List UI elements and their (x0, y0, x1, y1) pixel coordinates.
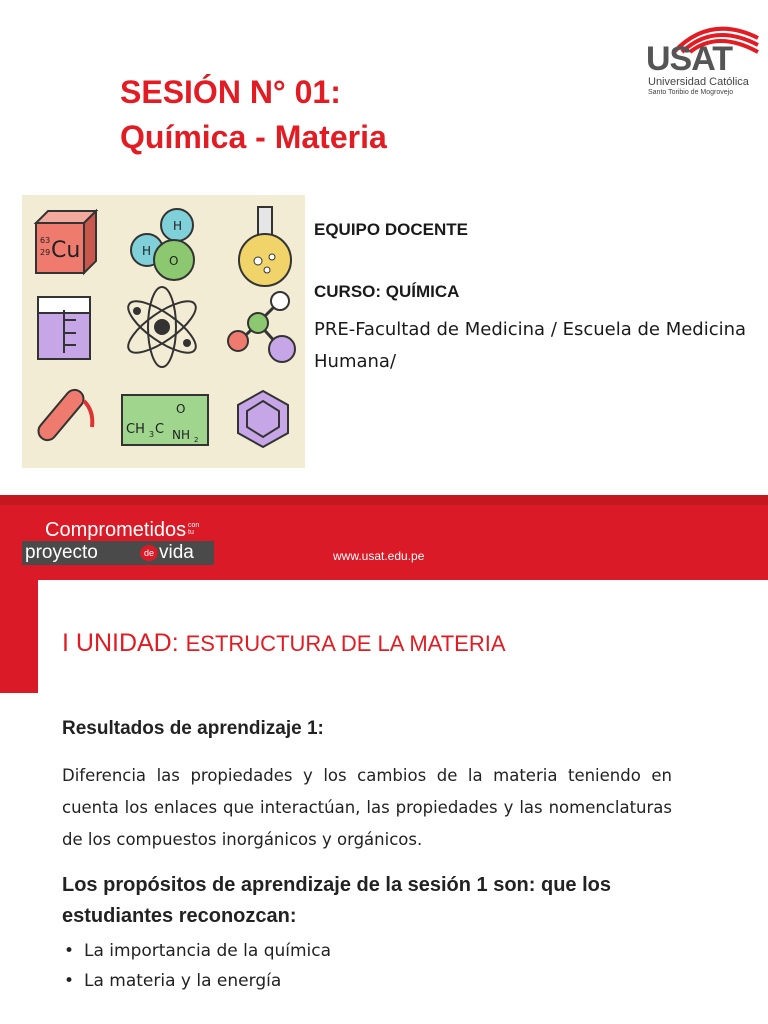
svg-text:Cu: Cu (51, 238, 81, 263)
slide-unit (0, 580, 768, 1024)
svg-text:H: H (173, 219, 183, 233)
logo-wordmark: USAT (646, 40, 733, 78)
water-molecule-icon (131, 209, 194, 280)
results-text: Diferencia las propiedades y los cambios de la materia teniendo en cuenta los enlaces que interactúan, las propiedades y las nomenclaturas de los compuestos inorgánicos y orgánicos. (62, 766, 672, 849)
svg-text:29: 29 (40, 248, 51, 257)
session-title (120, 70, 387, 160)
logo-university-line2: Santo Toribio de Mogrovejo (648, 89, 734, 96)
unit-heading (62, 629, 506, 658)
website-link[interactable]: www.usat.edu.pe (333, 549, 425, 563)
unit-prefix: I UNIDAD: (62, 629, 186, 657)
slogan-line-2: proyecto de vida (22, 541, 214, 565)
svg-text:3: 3 (149, 430, 155, 439)
copper-element-icon (36, 211, 96, 273)
title-line-2: Química - Materia (120, 119, 387, 155)
svg-text:O: O (169, 254, 179, 268)
svg-text:2: 2 (194, 436, 199, 444)
svg-text:CH: CH (126, 422, 145, 437)
chemistry-illustration (22, 195, 305, 468)
list-item: • La importancia de la química (62, 936, 331, 966)
slogan-de-badge: de (140, 545, 158, 561)
svg-text:63: 63 (40, 236, 51, 245)
logo-university-line1: Universidad Católica (648, 76, 749, 88)
unit-title: ESTRUCTURA DE LA MATERIA (185, 631, 506, 656)
team-label: EQUIPO DOCENTE (314, 220, 468, 239)
purposes-heading: Los propósitos de aprendizaje de la sesión 1 son: que los estudiantes reconozcan: (62, 874, 612, 927)
test-tube-icon (35, 386, 93, 444)
title-line-1: SESIÓN N° 01: (120, 74, 341, 110)
results-heading: Resultados de aprendizaje 1: (62, 718, 324, 739)
beaker-icon (38, 297, 90, 359)
formula-board-icon (122, 395, 208, 445)
course-label: CURSO: QUÍMICA (314, 282, 460, 301)
slogan-con-tu: con tu (188, 522, 200, 536)
svg-text:NH: NH (172, 428, 190, 442)
benzene-ring-icon (238, 391, 288, 447)
usat-logo (640, 18, 762, 100)
round-flask-icon (239, 207, 291, 286)
svg-text:O: O (176, 402, 186, 416)
atom-icon (121, 287, 203, 367)
faculty-text: PRE-Facultad de Medicina / Escuela de Medicina Humana/ (314, 319, 747, 372)
slogan-band (0, 495, 768, 580)
purposes-list (62, 936, 331, 996)
slogan-line-1: Comprometidos (45, 519, 187, 541)
accent-bar (0, 580, 38, 693)
molecule-icon (228, 292, 295, 362)
svg-text:C: C (155, 422, 165, 437)
svg-text:H: H (142, 244, 152, 258)
list-item: • La materia y la energía (62, 966, 331, 996)
